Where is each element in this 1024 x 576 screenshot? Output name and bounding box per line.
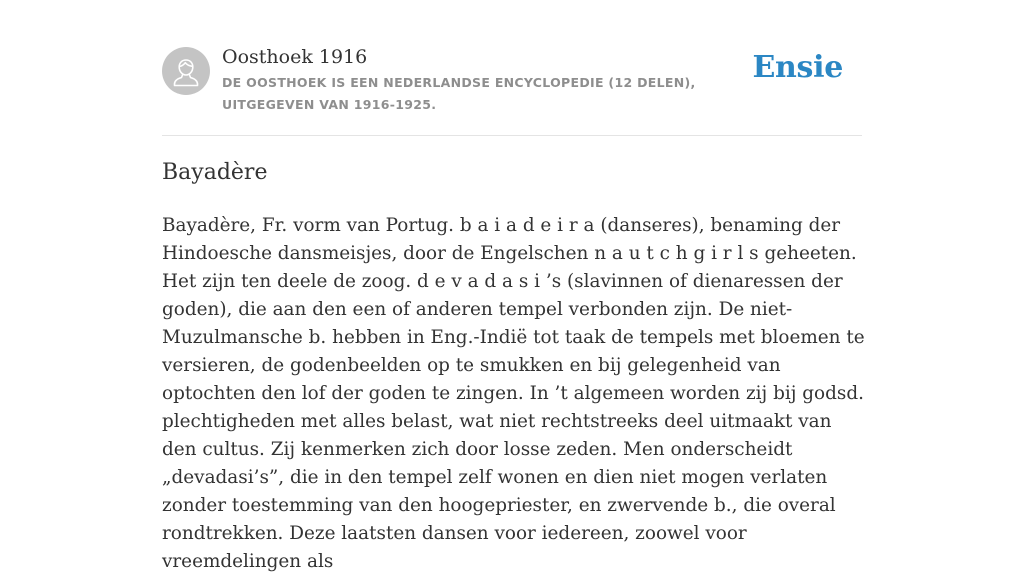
- page-content: [162, 0, 865, 572]
- source-title[interactable]: Oosthoek 1916: [222, 46, 368, 68]
- brand-logo[interactable]: Ensie: [752, 50, 843, 85]
- user-icon: [162, 47, 210, 95]
- entry-title: Bayadère: [162, 160, 268, 185]
- entry-body: Bayadère, Fr. vorm van Portug. b a i a d e i r a (danseres), benaming der Hindoesche dansmeisjes, door de Engelschen n a u t c h g i r l s geheeten. Het zijn ten deele de zoog. d e v a d a s i ’s (slavinnen of dienaressen der goden), die aan den een of anderen tempel verbonden zijn. De niet-Muzulmansche b. hebben in Eng.-Indië tot taak de tempels met bloemen te versieren, de godenbeelden op te smukken en bij gelegenheid van optochten den lof der goden te zingen. In ’t algemeen worden zij bij godsd. plechtigheden met alles belast, wat niet rechtstreeks deel uitmaakt van den cultus. Zij kenmerken zich door losse zeden. Men onderscheidt „devadasi’s”, die in den tempel zelf wonen en dien niet mogen verlaten zonder toestemming van den hoogepriester, en zwervende b., die overal rondtrekken. Deze laatsten dansen voor iedereen, zoowel voor vreemdelingen als: [162, 215, 865, 572]
- source-avatar[interactable]: [162, 47, 210, 95]
- source-description: DE OOSTHOEK IS EEN NEDERLANDSE ENCYCLOPEDIE (12 DELEN), UITGEGEVEN VAN 1916-1925.: [222, 75, 696, 112]
- source-header: [162, 0, 862, 136]
